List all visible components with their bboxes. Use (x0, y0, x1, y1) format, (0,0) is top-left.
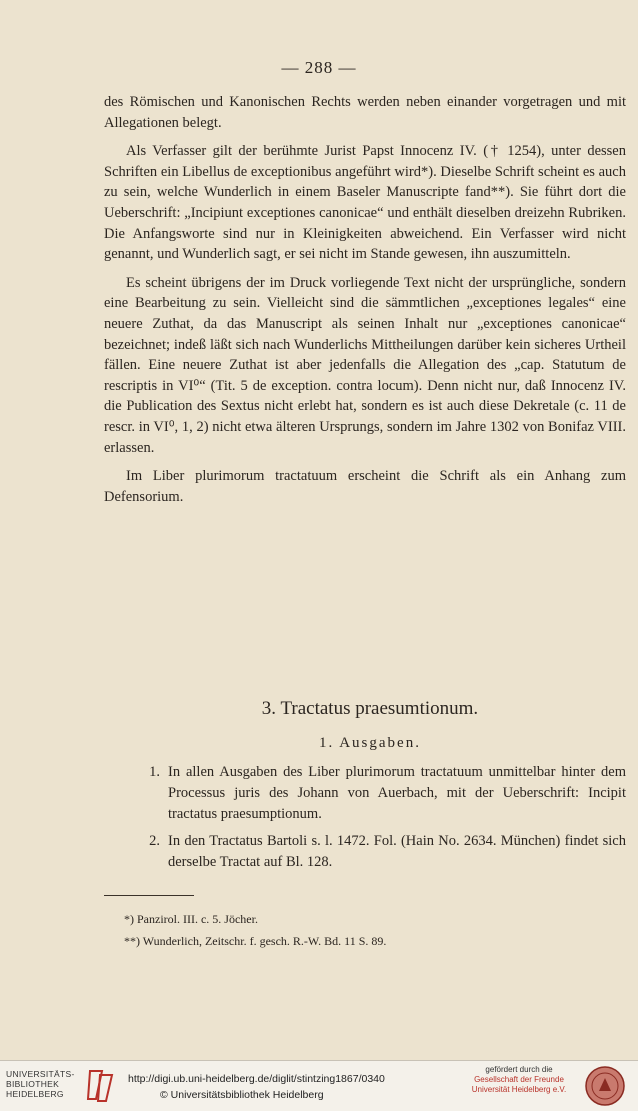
sponsor-line: gefördert durch die (485, 1065, 553, 1074)
footnotes (124, 908, 604, 952)
footnote: **) Wunderlich, Zeitschr. f. gesch. R.-W. Bd. 11 S. 89. (124, 934, 387, 948)
list-text: In allen Ausgaben des Liber plurimorum tractatuum unmittelbar hinter dem Processus juris des Johann von Auerbach, mit der Ueberschrift: Incipit tractatus praesumptionum. (168, 764, 626, 822)
body-text (104, 92, 626, 515)
page-number: — 288 — (281, 58, 357, 77)
copyright-text: © Universitätsbibliothek Heidelberg (160, 1089, 324, 1101)
list-item (104, 831, 626, 873)
viewer-footer (0, 1060, 638, 1111)
editions-list (104, 762, 626, 879)
sponsor-line: Universität Heidelberg e.V. (471, 1085, 567, 1094)
paragraph: des Römischen und Kanonischen Rechts werden neben einander vorgetragen und mit Allegationen belegt. (104, 94, 626, 131)
list-number: 1. (149, 764, 160, 780)
subsection-title: 1. Ausgaben. (319, 735, 421, 751)
footnote-divider (104, 895, 194, 896)
library-name-line: BIBLIOTHEK (6, 1079, 60, 1089)
list-number: 2. (149, 833, 160, 849)
library-logo-icon (86, 1067, 116, 1103)
list-item (104, 762, 626, 825)
library-name-line: UNIVERSITÄTS- (6, 1069, 75, 1079)
paragraph: Im Liber plurimorum tractatuum erscheint die Schrift als ein Anhang zum Defensorium. (104, 468, 626, 505)
paragraph: Es scheint übrigens der im Druck vorliegende Text nicht der ursprüngliche, sondern eine Bearbeitung zu sein. Vielleicht sind die sämmtlichen „exceptiones legales“ eine neuere Zuthat, da das Manuscript als seinen Inhalt nur „exceptiones canonicae“ bezeichnet; indeß läßt sich nach Wunderlichs Mittheilungen darüber kein sicheres Urtheil fällen. Eine neuere Zuthat ist aber jedenfalls die Allegation des „cap. Statutum de rescriptis in VI⁰“ (Tit. 5 de exception. contra locum). Denn nicht nur, daß Innocenz IV. die Publication des Sextus nicht erlebt hat, sondern es ist auch diese Dekretale (c. 11 de rescr. in VI⁰, 1, 2) nicht etwa älteren Ursprungs, sondern im Jahre 1302 von Bonifaz VIII. erlassen. (104, 274, 626, 456)
footnote: *) Panzirol. III. c. 5. Jöcher. (124, 912, 258, 926)
library-name (6, 1069, 75, 1099)
permalink-link[interactable]: http://digi.ub.uni-heidelberg.de/diglit/stintzing1867/0340 (128, 1073, 385, 1085)
list-text: In den Tractatus Bartoli s. l. 1472. Fol. (Hain No. 2634. München) findet sich derselbe Tractat auf Bl. 128. (168, 833, 626, 870)
sponsor-line: Gesellschaft der Freunde (474, 1075, 564, 1084)
university-seal-icon (584, 1065, 626, 1107)
section-title: 3. Tractatus praesumtionum. (261, 698, 479, 719)
sponsor-text (464, 1065, 574, 1095)
library-name-line: HEIDELBERG (6, 1089, 64, 1099)
paragraph: Als Verfasser gilt der berühmte Jurist Papst Innocenz IV. († 1254), unter dessen Schriften ein Libellus de exceptionibus angeführt wird*). Dieselbe Schrift scheint es auch zu sein, welche Wunderlich in einem Baseler Manuscripte fand**). Sie führt dort die Ueberschrift: „Incipiunt exceptiones canonicae“ und enthält dieselben dreizehn Rubriken. Die Anfangsworte sind nur in Kleinigkeiten abweichend. Ein Verfasser wird nicht genannt, und Wunderlich sagt, er sei nicht im Stande gewesen, ihn auszumitteln. (104, 143, 626, 263)
